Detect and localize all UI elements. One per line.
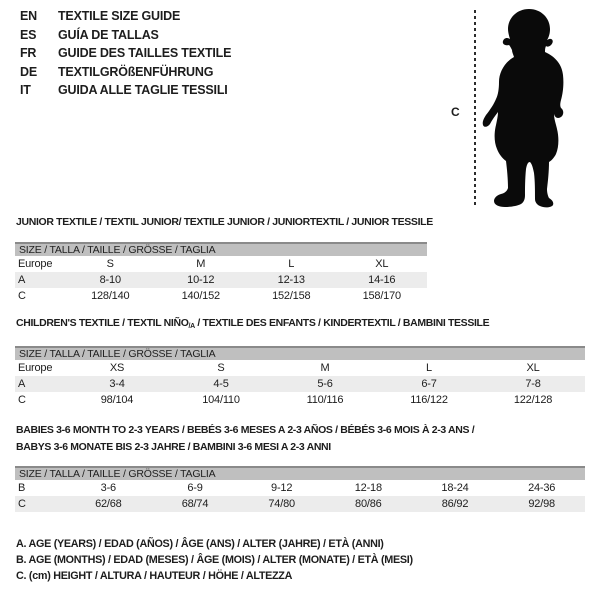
size-cell: 10-12 xyxy=(187,274,215,286)
table-row xyxy=(15,496,585,512)
size-cell: 122/128 xyxy=(513,394,553,406)
size-cell: 12-13 xyxy=(277,274,305,286)
toddler-silhouette-icon xyxy=(481,6,581,208)
language-title: GUÍA DE TALLAS xyxy=(58,27,159,42)
size-cell: M xyxy=(320,362,330,374)
language-row xyxy=(20,44,231,63)
language-title: TEXTILE SIZE GUIDE xyxy=(58,9,181,23)
children-title-prefix: CHILDREN'S TEXTILE / TEXTIL NIÑO xyxy=(16,317,189,329)
table-row xyxy=(15,256,427,272)
size-cell: 92/98 xyxy=(528,498,555,510)
junior-size-table xyxy=(15,242,427,304)
size-cell: 104/110 xyxy=(202,394,240,406)
size-header-row: SIZE / TALLA / TAILLE / GRÖSSE / TAGLIA xyxy=(15,466,585,480)
language-title: GUIDA ALLE TAGLIE TESSILI xyxy=(58,83,228,97)
table-row xyxy=(15,392,585,408)
row-label: A xyxy=(18,378,26,390)
size-cell: L xyxy=(426,362,432,374)
size-cell: 6-9 xyxy=(187,482,203,494)
size-cell: 152/158 xyxy=(272,290,311,302)
children-title-subscript: /A xyxy=(188,323,195,330)
row-label: Europe xyxy=(18,258,53,270)
legend-note: A. AGE (YEARS) / EDAD (AÑOS) / ÂGE (ANS) / ALTER (JAHRE) / ETÀ (ANNI) xyxy=(16,538,384,550)
language-row xyxy=(20,81,231,100)
children-size-table xyxy=(15,346,585,408)
table-row xyxy=(15,272,427,288)
size-header-row: SIZE / TALLA / TAILLE / GRÖSSE / TAGLIA xyxy=(15,346,585,360)
size-cell: XS xyxy=(109,362,125,374)
size-cell: 86/92 xyxy=(441,498,469,510)
size-cell: 98/104 xyxy=(100,394,134,406)
table-row xyxy=(15,376,585,392)
language-code: IT xyxy=(20,83,31,97)
size-cell: 4-5 xyxy=(213,378,229,390)
row-label: C xyxy=(18,394,26,406)
row-label: B xyxy=(18,482,26,494)
babies-title-line1: BABIES 3-6 MONTH TO 2-3 YEARS / BEBÉS 3-6 MESES A 2-3 AÑOS / BÉBÉS 3-6 MOIS À 2-3 ANS / xyxy=(16,424,475,436)
babies-title-line2: BABYS 3-6 MONATE BIS 2-3 JAHRE / BAMBINI 3-6 MESI A 2-3 ANNI xyxy=(16,441,331,453)
size-cell: 80/86 xyxy=(355,498,382,510)
size-cell: 74/80 xyxy=(268,498,295,510)
size-cell: 9-12 xyxy=(271,482,293,494)
size-cell: L xyxy=(288,258,295,270)
size-cell: M xyxy=(196,258,206,270)
language-code: ES xyxy=(20,27,37,42)
size-cell: 3-6 xyxy=(100,482,116,494)
language-list xyxy=(20,7,231,100)
size-cell: 116/122 xyxy=(410,394,448,406)
size-cell: S xyxy=(217,362,225,374)
language-title: GUIDE DES TAILLES TEXTILE xyxy=(58,46,232,60)
size-cell: 140/152 xyxy=(181,290,220,302)
language-row xyxy=(20,7,231,26)
row-label: C xyxy=(18,498,26,510)
size-cell: XL xyxy=(375,258,389,270)
language-code: FR xyxy=(20,46,37,60)
row-label: A xyxy=(18,274,26,286)
size-cell: XL xyxy=(526,362,540,374)
table-row xyxy=(15,480,585,496)
size-cell: 62/68 xyxy=(95,498,122,510)
size-cell: S xyxy=(106,258,114,270)
legend-note: B. AGE (MONTHS) / EDAD (MESES) / ÂGE (MOIS) / ALTER (MONATE) / ETÀ (MESI) xyxy=(16,554,413,566)
children-title-suffix: / TEXTILE DES ENFANTS / KINDERTEXTIL / BAMBINI TESSILE xyxy=(194,317,490,329)
legend-notes xyxy=(16,536,413,584)
size-cell: 6-7 xyxy=(421,378,437,390)
row-label: C xyxy=(18,290,26,302)
language-row xyxy=(20,63,231,82)
language-code: EN xyxy=(20,9,37,23)
toddler-silhouette-path xyxy=(483,9,564,207)
size-cell: 18-24 xyxy=(441,482,469,494)
size-cell: 158/170 xyxy=(362,290,401,302)
height-measure-line xyxy=(474,10,476,207)
babies-table-title xyxy=(16,422,474,456)
language-code: DE xyxy=(20,64,37,79)
size-cell: 68/74 xyxy=(181,498,209,510)
size-cell: 5-6 xyxy=(317,378,333,390)
size-cell: 8-10 xyxy=(99,274,121,286)
height-label: C xyxy=(451,105,460,119)
size-header-row: SIZE / TALLA / TAILLE / GRÖSSE / TAGLIA xyxy=(15,242,427,256)
size-cell: 24-36 xyxy=(528,482,556,494)
size-cell: 14-16 xyxy=(368,274,396,286)
children-table-title xyxy=(16,317,489,333)
row-label: Europe xyxy=(18,362,53,374)
junior-table-title: JUNIOR TEXTILE / TEXTIL JUNIOR/ TEXTILE JUNIOR / JUNIORTEXTIL / JUNIOR TESSILE xyxy=(16,216,433,228)
size-cell: 3-4 xyxy=(109,378,125,390)
language-title: TEXTILGRÖßENFÜHRUNG xyxy=(58,64,214,79)
language-row xyxy=(20,26,231,45)
size-cell: 12-18 xyxy=(354,482,382,494)
size-cell: 110/116 xyxy=(306,394,344,406)
table-row xyxy=(15,288,427,304)
table-row xyxy=(15,360,585,376)
legend-note: C. (cm) HEIGHT / ALTURA / HAUTEUR / HÖHE / ALTEZZA xyxy=(16,570,293,582)
size-cell: 7-8 xyxy=(525,378,541,390)
babies-size-table xyxy=(15,466,585,512)
size-cell: 128/140 xyxy=(91,290,130,302)
